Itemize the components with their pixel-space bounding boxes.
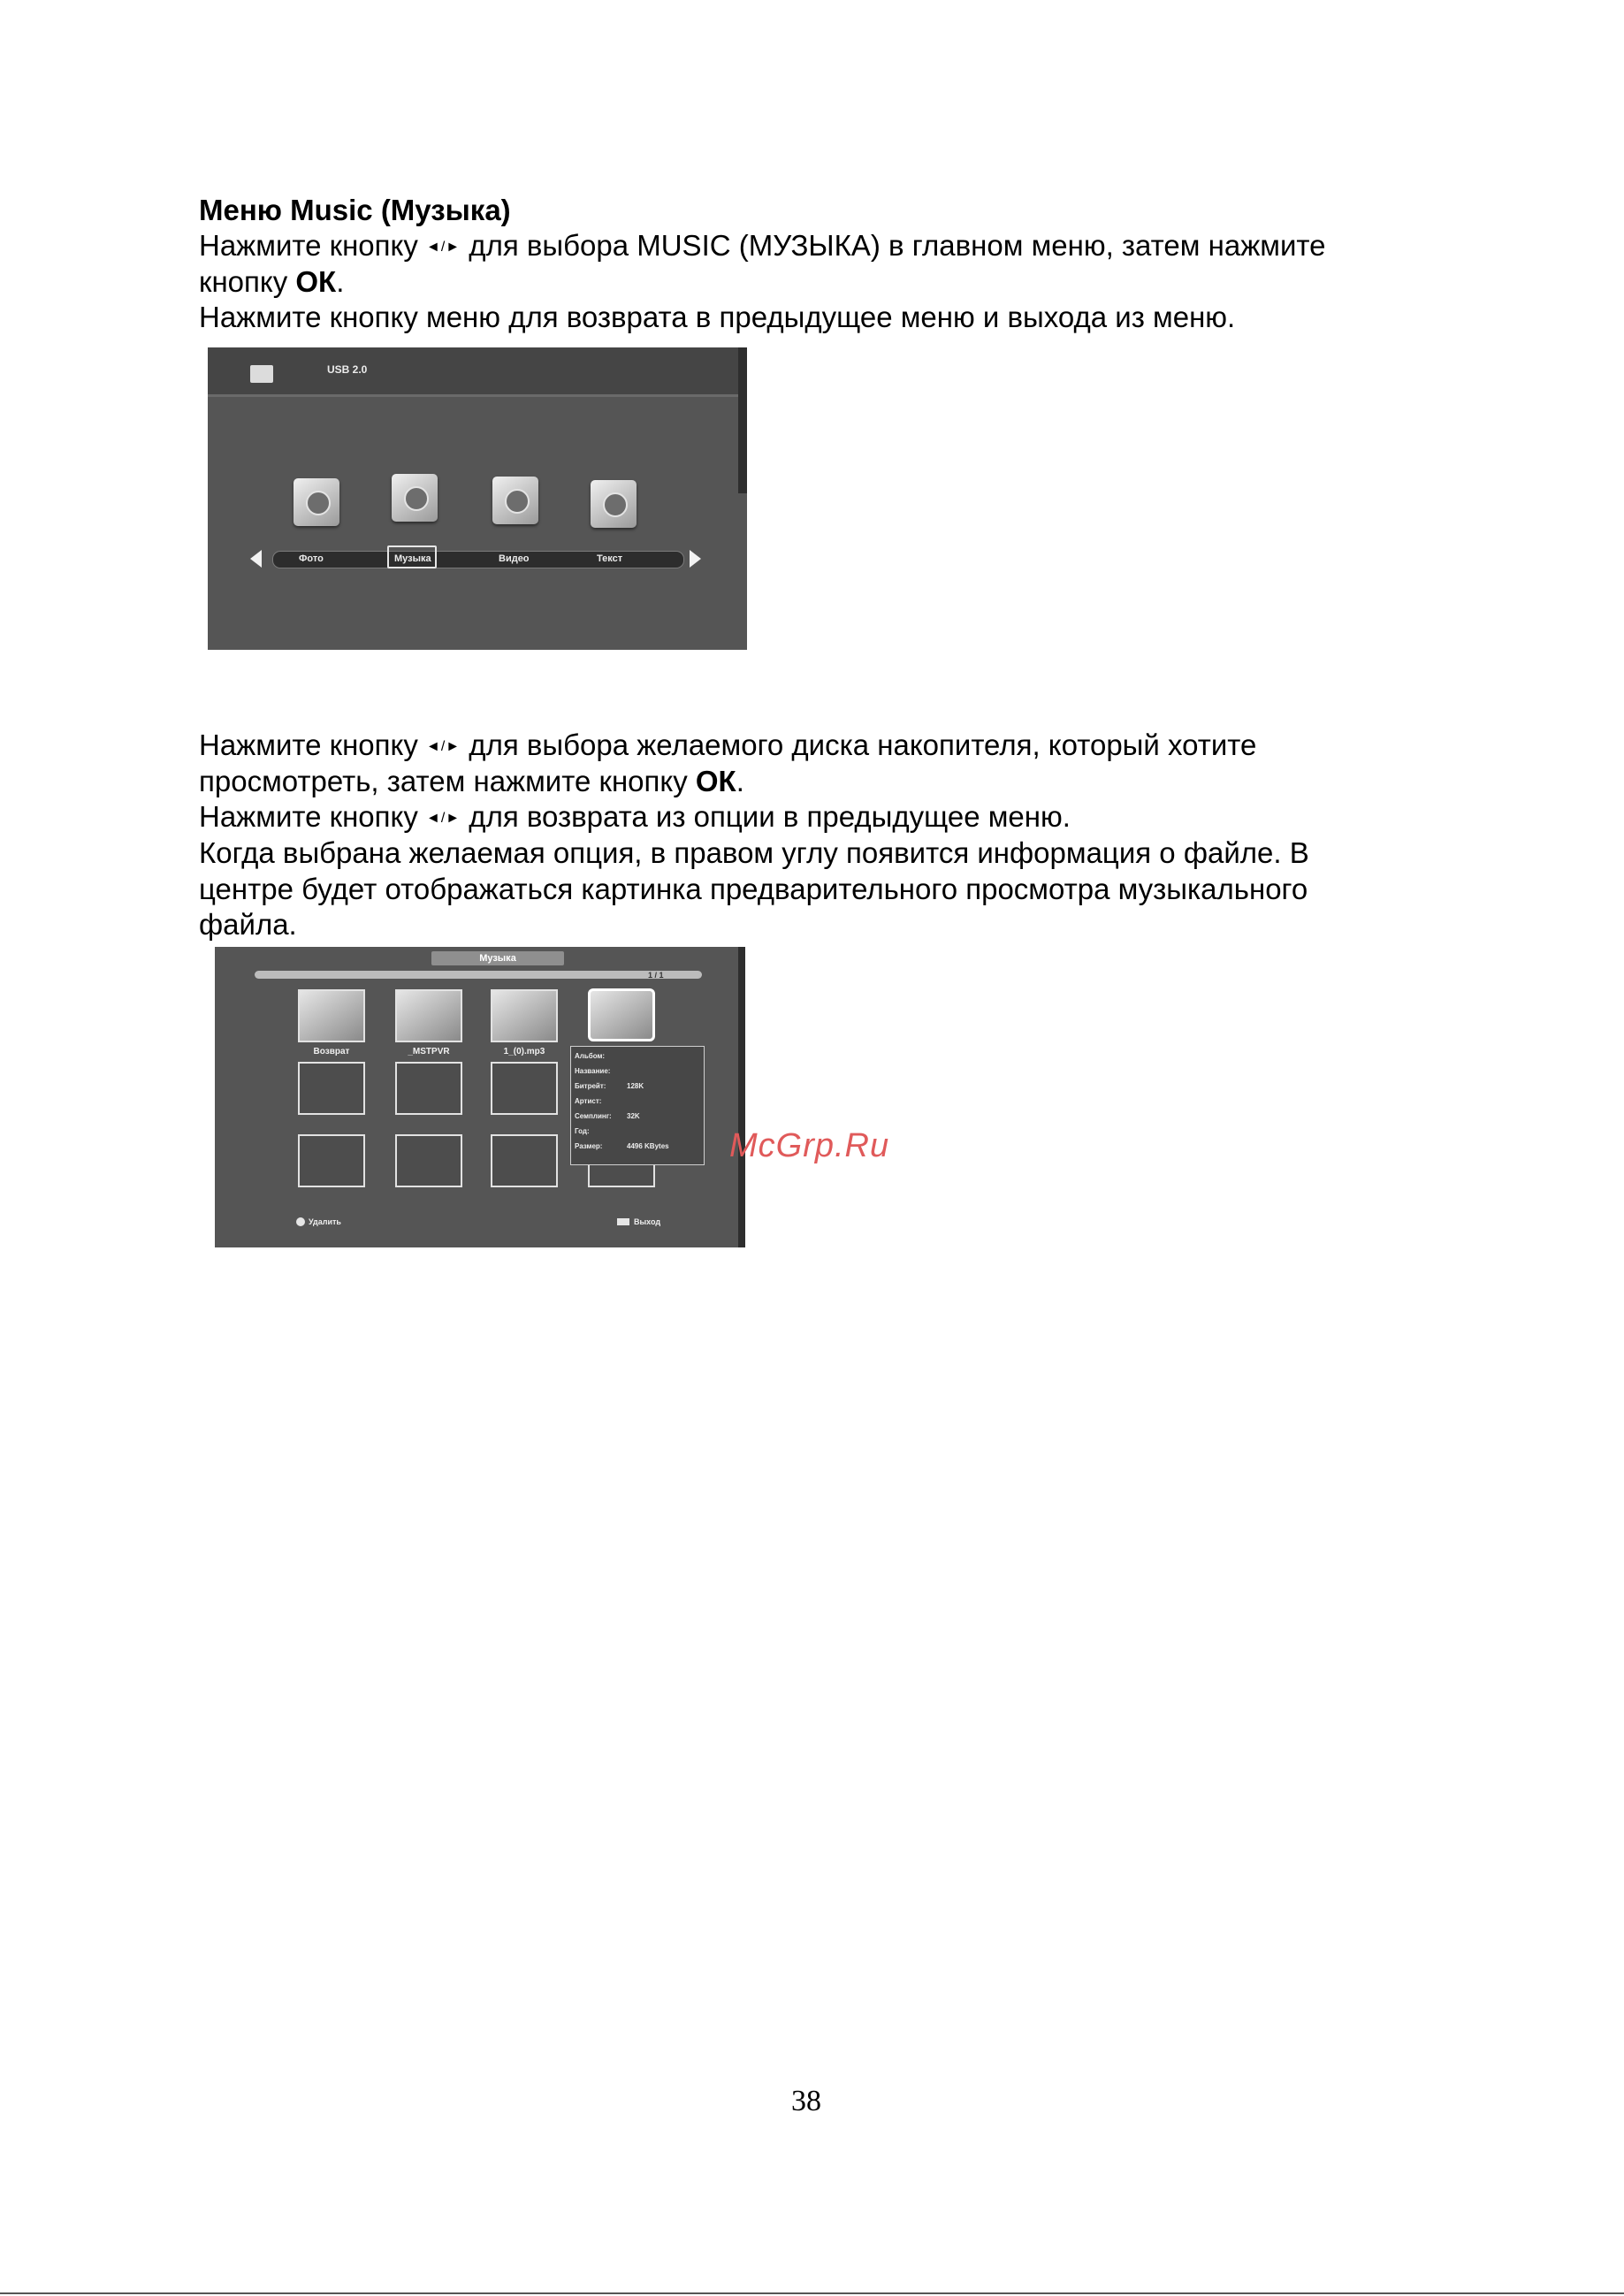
back-tile[interactable] bbox=[298, 989, 365, 1042]
left-right-arrows-icon: ◄/► bbox=[426, 811, 461, 826]
nav-right-arrow-icon[interactable] bbox=[690, 550, 701, 568]
text-fragment: Нажмите кнопку bbox=[199, 800, 427, 833]
paragraph-1-line-1 bbox=[199, 228, 1326, 265]
paragraph-2-line-6: файла. bbox=[199, 908, 297, 941]
section-heading: Меню Music (Музыка) bbox=[199, 194, 511, 226]
text-fragment: для выбора MUSIC (МУЗЫКА) в главном меню, затем нажмите bbox=[461, 229, 1326, 262]
nav-item-music[interactable]: Музыка bbox=[394, 553, 431, 564]
info-label: Альбом: bbox=[575, 1052, 606, 1060]
ok-key-label: ОК bbox=[695, 765, 736, 797]
tile-label-folder: _MSTPVR bbox=[408, 1047, 450, 1056]
empty-tile bbox=[395, 1134, 462, 1187]
text-fragment: кнопку bbox=[199, 265, 296, 298]
text-fragment: Нажмите кнопку bbox=[199, 229, 427, 262]
left-right-arrows-icon: ◄/► bbox=[426, 739, 461, 754]
info-label: Артист: bbox=[575, 1097, 602, 1105]
paragraph-2-line-3 bbox=[199, 799, 1071, 836]
paragraph-1-line-2 bbox=[199, 264, 344, 300]
edge-shadow bbox=[738, 947, 745, 1247]
ok-key-label: ОК bbox=[295, 265, 337, 298]
page-number: 38 bbox=[791, 2085, 821, 2117]
selected-file-tile[interactable] bbox=[588, 988, 655, 1041]
text-fragment: . bbox=[336, 265, 345, 298]
music-browser-screenshot bbox=[215, 947, 745, 1247]
watermark: McGrp.Ru bbox=[729, 1127, 890, 1164]
text-fragment: Нажмите кнопку bbox=[199, 728, 427, 761]
folder-tile[interactable] bbox=[395, 989, 462, 1042]
usb-label: USB 2.0 bbox=[327, 363, 368, 376]
info-value: 4496 KBytes bbox=[627, 1142, 669, 1150]
paragraph-2-line-1 bbox=[199, 728, 1256, 765]
tile-label-file: 1_(0).mp3 bbox=[503, 1047, 545, 1056]
info-label: Размер: bbox=[575, 1142, 603, 1150]
paragraph-2-line-5: центре будет отображаться картинка предварительного просмотра музыкального bbox=[199, 873, 1308, 905]
delete-hint[interactable]: Удалить bbox=[309, 1217, 341, 1226]
text-fragment: для выбора желаемого диска накопителя, который хотите bbox=[461, 728, 1257, 761]
music-icon[interactable] bbox=[392, 474, 438, 522]
nav-item-video[interactable]: Видео bbox=[499, 553, 530, 564]
mp3-file-tile[interactable] bbox=[491, 989, 558, 1042]
info-value: 128K bbox=[627, 1082, 644, 1090]
red-button-icon bbox=[296, 1217, 305, 1226]
exit-hint[interactable]: Выход bbox=[634, 1217, 661, 1226]
path-bar bbox=[255, 971, 702, 979]
text-fragment: . bbox=[736, 765, 744, 797]
empty-tile bbox=[298, 1134, 365, 1187]
left-right-arrows-icon: ◄/► bbox=[426, 240, 461, 255]
music-tab: Музыка bbox=[431, 951, 564, 965]
tile-label-back: Возврат bbox=[313, 1047, 350, 1056]
paragraph-2-line-2 bbox=[199, 764, 744, 799]
info-label: Семплинг: bbox=[575, 1112, 612, 1120]
text-icon[interactable] bbox=[591, 480, 637, 528]
video-icon[interactable] bbox=[492, 477, 538, 524]
page-count: 1 / 1 bbox=[648, 971, 664, 980]
bottom-rule bbox=[0, 2292, 1624, 2294]
usb-drive-icon bbox=[250, 365, 273, 383]
info-label: Год: bbox=[575, 1127, 590, 1135]
header-divider bbox=[208, 394, 747, 397]
photo-icon[interactable] bbox=[294, 478, 339, 526]
main-menu-screenshot bbox=[208, 347, 747, 650]
file-info-panel bbox=[570, 1046, 705, 1165]
empty-tile bbox=[298, 1062, 365, 1115]
info-label: Битрейт: bbox=[575, 1082, 606, 1090]
text-fragment: просмотреть, затем нажмите кнопку bbox=[199, 765, 696, 797]
paragraph-1-line-3: Нажмите кнопку меню для возврата в предыдущее меню и выхода из меню. bbox=[199, 301, 1236, 333]
empty-tile bbox=[491, 1134, 558, 1187]
edge-shadow bbox=[738, 347, 747, 493]
empty-tile bbox=[395, 1062, 462, 1115]
exit-key-icon bbox=[617, 1218, 629, 1225]
nav-item-photo[interactable]: Фото bbox=[299, 553, 324, 564]
text-fragment: для возврата из опции в предыдущее меню. bbox=[461, 800, 1071, 833]
info-value: 32K bbox=[627, 1112, 640, 1120]
empty-tile bbox=[491, 1062, 558, 1115]
menu-header-bar bbox=[208, 347, 747, 394]
nav-left-arrow-icon[interactable] bbox=[250, 550, 262, 568]
paragraph-2-line-4: Когда выбрана желаемая опция, в правом углу появится информация о файле. В bbox=[199, 836, 1309, 869]
info-label: Название: bbox=[575, 1067, 611, 1075]
nav-item-text[interactable]: Текст bbox=[597, 553, 623, 564]
